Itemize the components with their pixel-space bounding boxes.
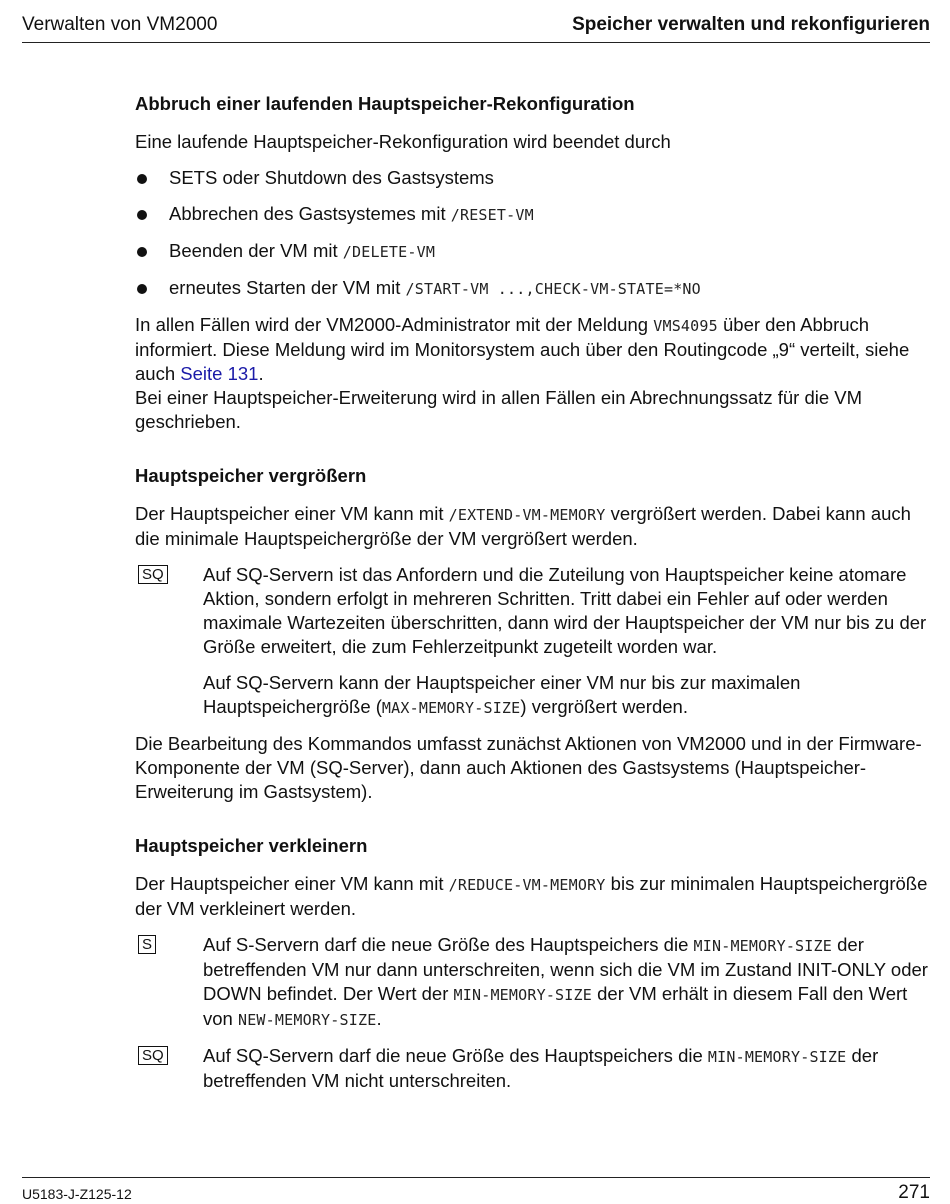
page-link[interactable]: Seite 131 xyxy=(180,363,259,384)
parameter-code: MAX-MEMORY-SIZE xyxy=(381,699,521,717)
page-content xyxy=(135,92,928,1105)
note-sq-extend xyxy=(135,563,928,720)
list-item: Beenden der VM mit /DELETE-VM xyxy=(135,239,928,264)
parameter-code: NEW-MEMORY-SIZE xyxy=(237,1011,377,1029)
page-footer xyxy=(22,1177,930,1204)
page-number: 271 xyxy=(898,1182,930,1203)
parameter-code: MIN-MEMORY-SIZE xyxy=(453,986,592,1004)
paragraph-extend: Der Hauptspeicher einer VM kann mit /EXTEND-VM-MEMORY vergrößert werden. Dabei kann auch die minimale Hauptspeichergröße der VM vergrößert werden. xyxy=(135,503,911,549)
note-paragraph: Auf SQ-Servern kann der Hauptspeicher einer VM nur bis zur maximalen Hauptspeichergröße (MAX-MEMORY-SIZE) vergrößert werden. xyxy=(203,672,801,717)
command-code: /EXTEND-VM-MEMORY xyxy=(448,506,606,524)
heading-vergroessern: Hauptspeicher vergrößern xyxy=(135,465,367,486)
message-code: VMS4095 xyxy=(653,317,718,335)
command-code: /DELETE-VM xyxy=(342,243,436,261)
list-item: erneutes Starten der VM mit /START-VM ...,CHECK-VM-STATE=*NO xyxy=(135,276,928,301)
heading-verkleinern: Hauptspeicher verkleinern xyxy=(135,835,368,856)
note-paragraph: Auf SQ-Servern darf die neue Größe des Hauptspeichers die MIN-MEMORY-SIZE der betreffenden VM nicht unterschreiten. xyxy=(203,1045,879,1091)
document-id: U5183-J-Z125-12 xyxy=(22,1186,132,1202)
note-s-reduce xyxy=(135,933,928,1032)
server-tag: SQ xyxy=(138,565,168,584)
bullet-list xyxy=(135,166,928,301)
paragraph-processing: Die Bearbeitung des Kommandos umfasst zunächst Aktionen von VM2000 und in der Firmware-Komponente der VM (SQ-Server), dann auch Aktionen des Gastsystems (Hauptspeicher-Erweiterung im Gastsystem). xyxy=(135,733,922,802)
heading-abbruch: Abbruch einer laufenden Hauptspeicher-Rekonfiguration xyxy=(135,93,635,114)
command-code: /RESET-VM xyxy=(450,206,534,224)
header-section: Speicher verwalten und rekonfigurieren xyxy=(572,14,930,35)
header-chapter: Verwalten von VM2000 xyxy=(22,14,218,35)
section-vergroessern xyxy=(135,464,928,804)
paragraph-message: In allen Fällen wird der VM2000-Administrator mit der Meldung VMS4095 über den Abbruch informiert. Diese Meldung wird im Monitorsystem auch über den Routingcode „9“ verteilt, siehe auch Seite 131. xyxy=(135,314,910,384)
note-sq-reduce xyxy=(135,1044,928,1093)
server-tag: S xyxy=(138,935,156,954)
paragraph-reduce: Der Hauptspeicher einer VM kann mit /REDUCE-VM-MEMORY bis zur minimalen Hauptspeichergröße der VM verkleinert werden. xyxy=(135,873,928,919)
list-item: Abbrechen des Gastsystemes mit /RESET-VM xyxy=(135,202,928,227)
parameter-code: MIN-MEMORY-SIZE xyxy=(693,937,832,955)
parameter-code: MIN-MEMORY-SIZE xyxy=(707,1048,847,1066)
note-paragraph: Auf SQ-Servern ist das Anfordern und die Zuteilung von Hauptspeicher keine atomare Aktion, sondern erfolgt in mehreren Schritten. Tritt dabei ein Fehler auf oder werden maximale Wartezeiten überschritten, dann wird der Hauptspeicher der VM nur bis zu der Größe erweitert, die zum Fehlerzeitpunkt zugeteilt worden war. xyxy=(203,564,927,657)
command-code: /START-VM ...,CHECK-VM-STATE=*NO xyxy=(405,280,701,298)
note-paragraph: Auf S-Servern darf die neue Größe des Hauptspeichers die MIN-MEMORY-SIZE der betreffenden VM nur dann unterschreiten, wenn sich die VM im Zustand INIT-ONLY oder DOWN befindet. Der Wert der MIN-MEMORY-SIZE der VM erhält in diesem Fall den Wert von NEW-MEMORY-SIZE. xyxy=(203,934,928,1029)
command-code: /REDUCE-VM-MEMORY xyxy=(448,876,606,894)
paragraph-accounting: Bei einer Hauptspeicher-Erweiterung wird in allen Fällen ein Abrechnungssatz für die VM geschrieben. xyxy=(135,387,863,432)
paragraph-intro: Eine laufende Hauptspeicher-Rekonfiguration wird beendet durch xyxy=(135,131,671,152)
section-verkleinern xyxy=(135,834,928,1093)
list-item: SETS oder Shutdown des Gastsystems xyxy=(135,166,928,190)
server-tag: SQ xyxy=(138,1046,168,1065)
page-header xyxy=(22,14,930,43)
